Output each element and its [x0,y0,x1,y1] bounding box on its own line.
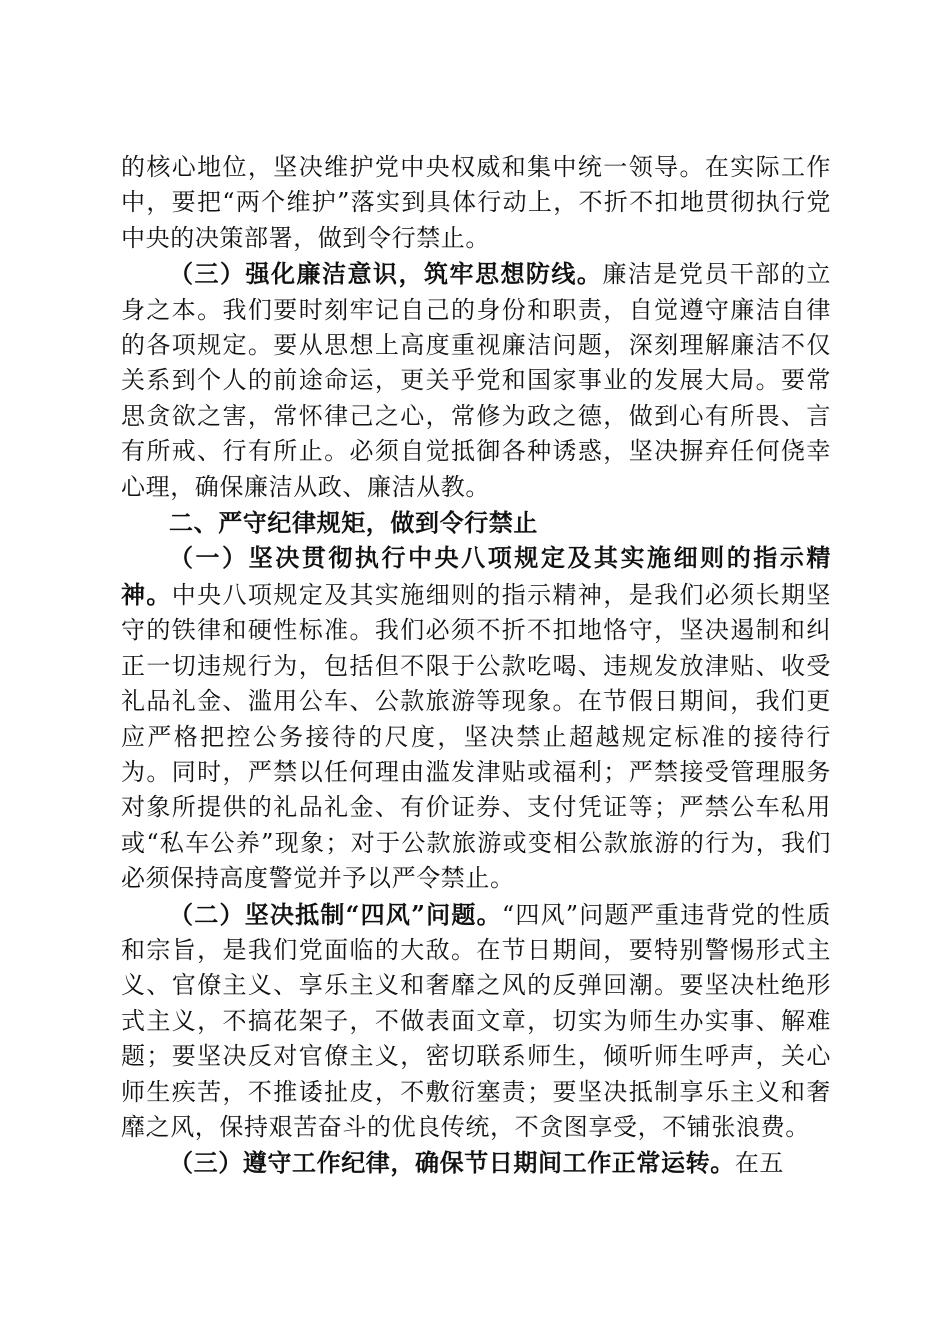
paragraph-lead: （三）遵守工作纪律，确保节日期间工作正常运转。 [169,1148,735,1178]
paragraph-four-winds [121,897,831,1146]
paragraph-body: “四风”问题严重违背党的性质和宗旨，是我们党面临的大敌。在节日期间，要特别警惕形式主义、官僚主义、享乐主义和奢靡之风的反弹回潮。要坚决杜绝形式主义，不搞花架子，不做表面文章，切实为师生办实事、解难题；要坚决反对官僚主义，密切联系师生，倾听师生呼声，关心师生疾苦，不推诿扯皮，不敷衍塞责；要坚决抵制享乐主义和奢靡之风，保持艰苦奋斗的优良传统，不贪图享受，不铺张浪费。 [121,900,831,1141]
paragraph-integrity-awareness [121,256,831,505]
paragraph-body: 廉洁是党员干部的立身之本。我们要时刻牢记自己的身份和职责，自觉遵守廉洁自律的各项规定。要从思想上高度重视廉洁问题，深刻理解廉洁不仅关系到个人的前途命运，更关乎党和国家事业的发展大局。要常思贪欲之害，常怀律己之心，常修为政之德，做到心有所畏、言有所戒、行有所止。必须自觉抵御各种诱惑，坚决摒弃任何侥幸心理，确保廉洁从政、廉洁从教。 [121,260,832,501]
paragraph-eight-rules [121,540,831,896]
paragraph-lead: （二）坚决抵制“四风”问题。 [169,899,502,929]
paragraph-work-discipline [121,1145,831,1181]
paragraph-lead: （一）坚决贯彻执行中央八项规定及其实施细则的指示精神。 [121,543,831,609]
paragraph-continuation [121,150,831,256]
paragraph-lead: （三）强化廉洁意识，筑牢思想防线。 [169,259,603,289]
section-heading: 二、严守纪律规矩，做到令行禁止 [169,508,538,538]
document-body [121,150,831,1182]
paragraph-body: 在五 [734,1149,785,1178]
paragraph-body: 的核心地位，坚决维护党中央权威和集中统一领导。在实际工作中，要把“两个维护”落实到具体行动上，不折不扣地贯彻执行党中央的决策部署，做到令行禁止。 [121,153,831,252]
paragraph-body: 中央八项规定及其实施细则的指示精神，是我们必须长期坚守的铁律和硬性标准。我们必须不折不扣地恪守，坚决遏制和纠正一切违规行为，包括但不限于公款吃喝、违规发放津贴、收受礼品礼金、滥用公车、公款旅游等现象。在节假日期间，我们更应严格把控公务接待的尺度，坚决禁止超越规定标准的接待行为。同时，严禁以任何理由滥发津贴或福利；严禁接受管理服务对象所提供的礼品礼金、有价证券、支付凭证等；严禁公车私用或“私车公养”现象；对于公款旅游或变相公款旅游的行为，我们必须保持高度警觉并予以严令禁止。 [121,580,831,893]
